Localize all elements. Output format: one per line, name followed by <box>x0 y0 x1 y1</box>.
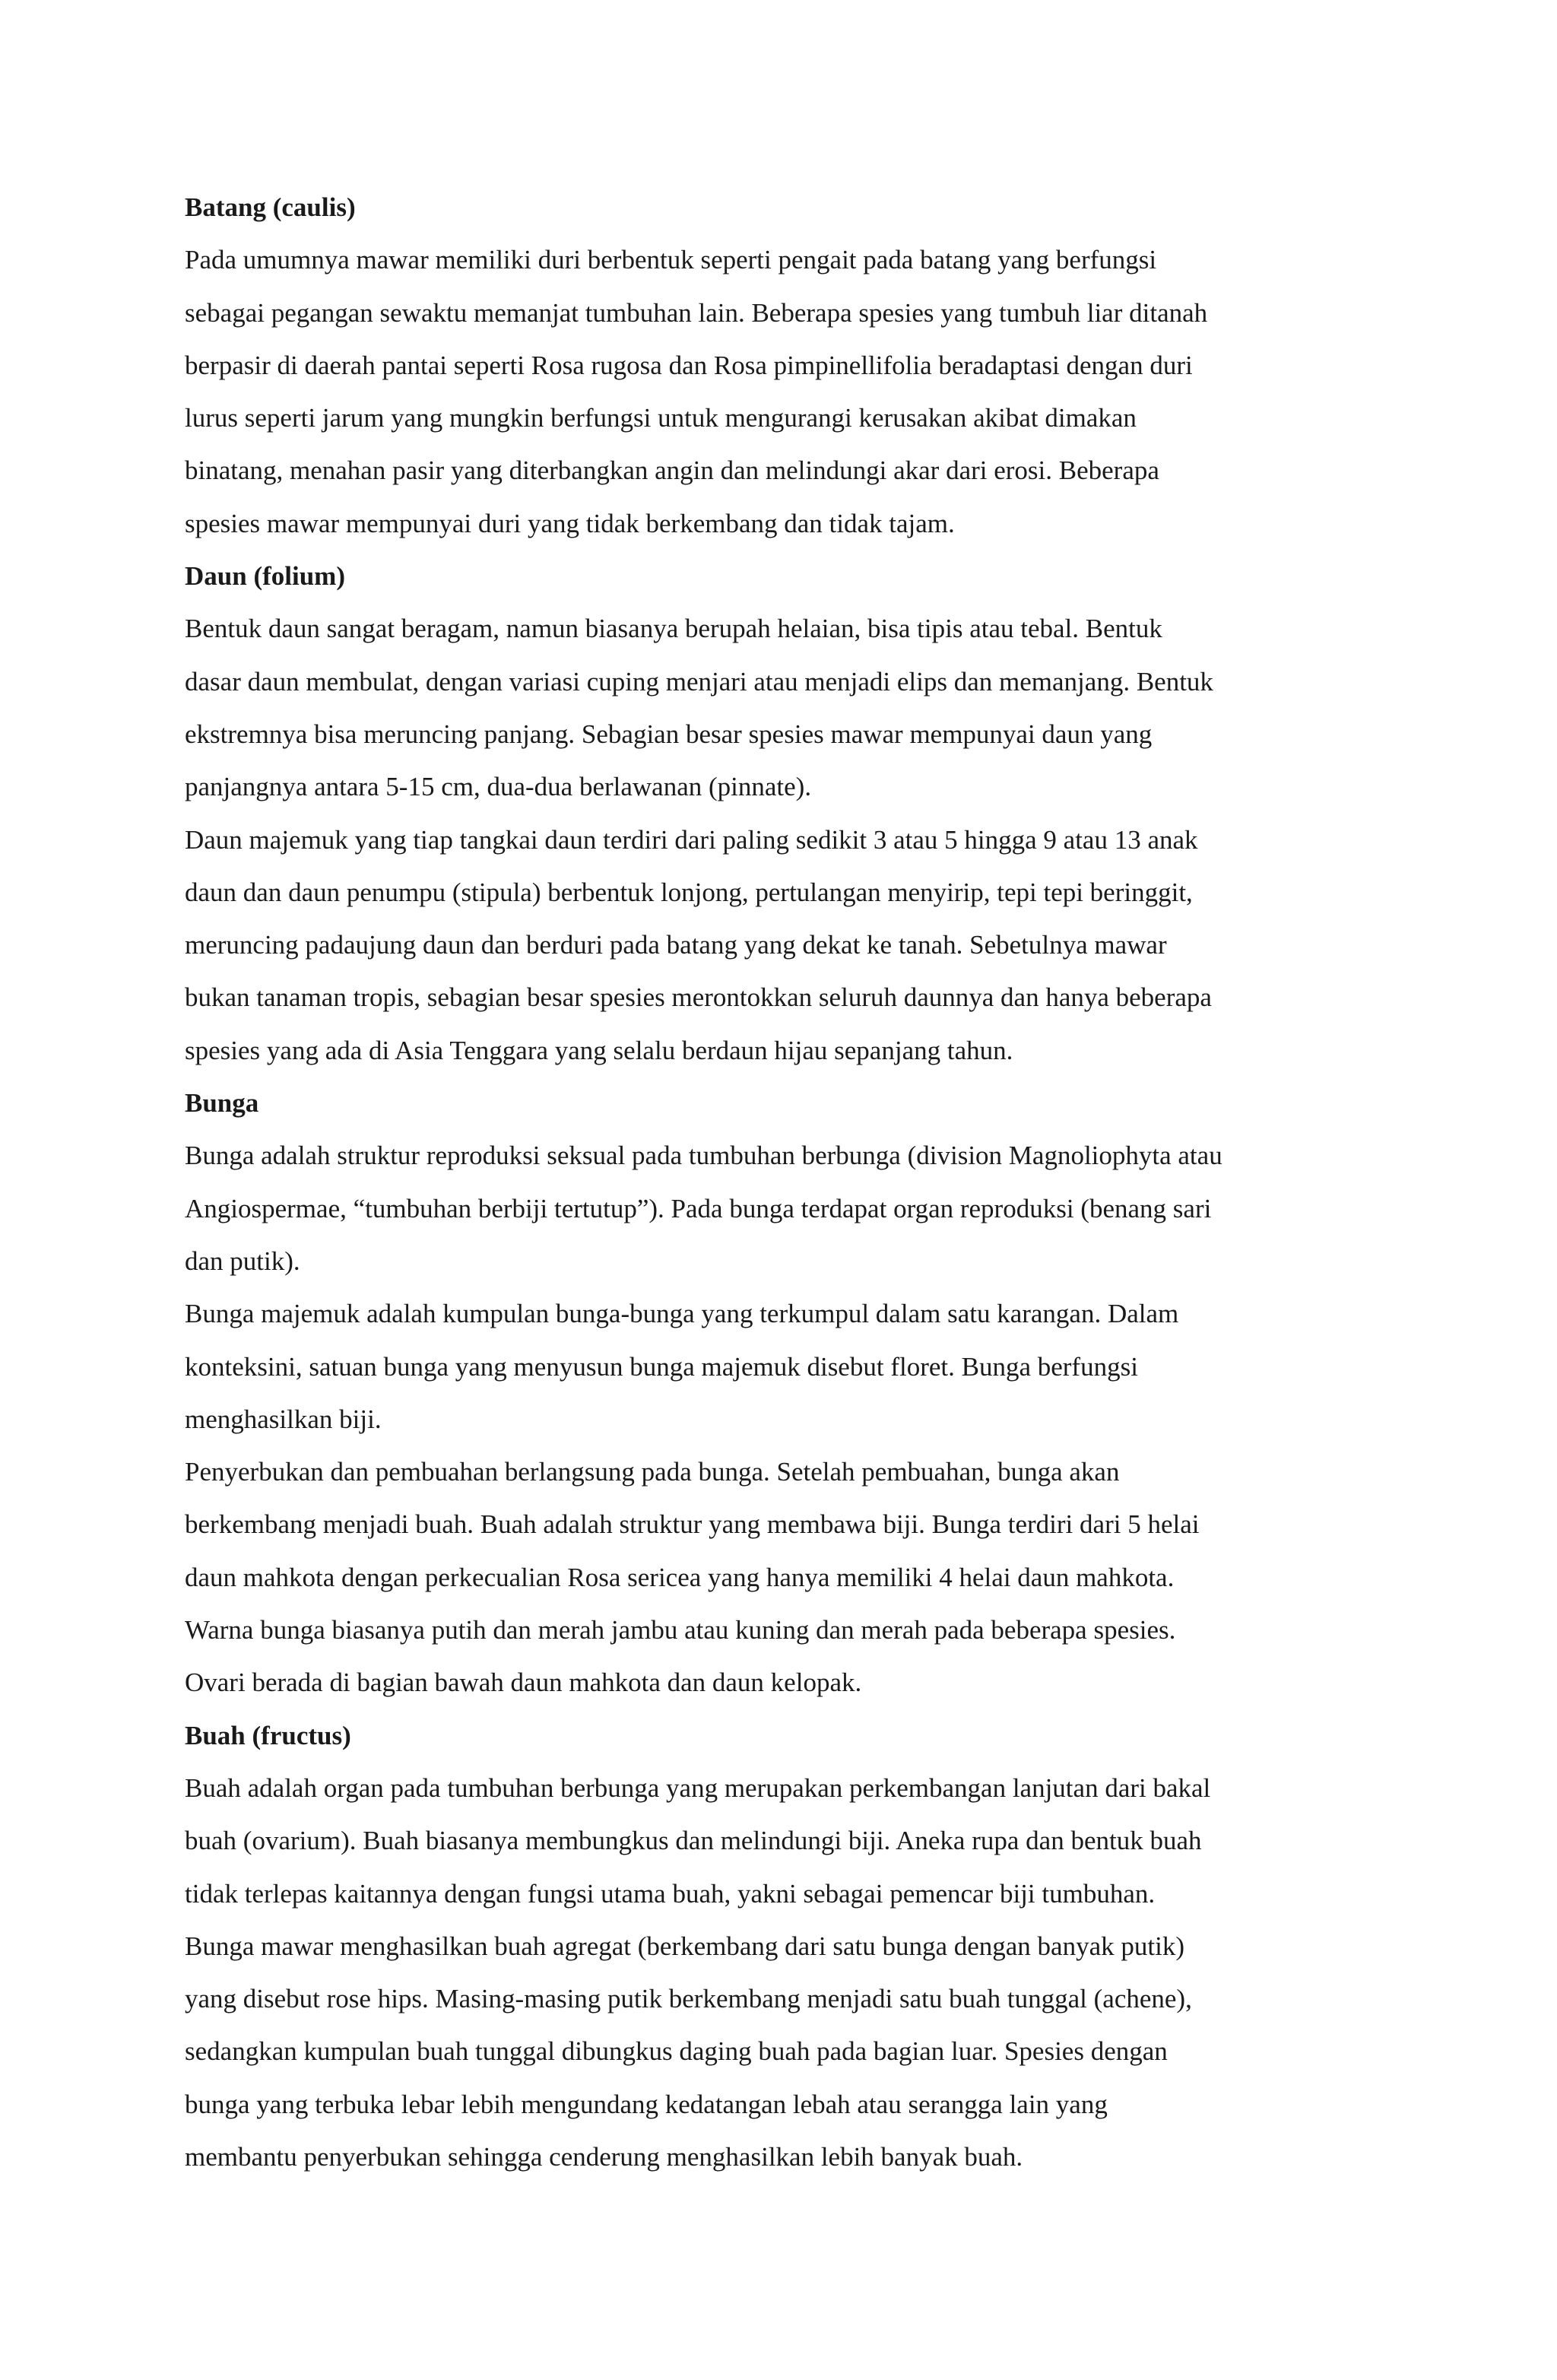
paragraph-line: berkembang menjadi buah. Buah adalah struktur yang membawa biji. Bunga terdiri dari 5 helai <box>185 1509 1200 1540</box>
paragraph-line: berpasir di daerah pantai seperti Rosa rugosa dan Rosa pimpinellifolia beradaptasi dengan duri <box>185 350 1193 380</box>
section-heading-buah: Buah (fructus) <box>185 1720 351 1750</box>
paragraph-line: binatang, menahan pasir yang diterbangkan angin dan melindungi akar dari erosi. Beberapa <box>185 455 1159 486</box>
paragraph-line: sebagai pegangan sewaktu memanjat tumbuhan lain. Beberapa spesies yang tumbuh liar ditanah <box>185 297 1208 328</box>
paragraph-line: menghasilkan biji. <box>185 1404 382 1434</box>
paragraph-line: ekstremnya bisa meruncing panjang. Sebagian besar spesies mawar mempunyai daun yang <box>185 719 1153 749</box>
paragraph-line: sedangkan kumpulan buah tunggal dibungkus daging buah pada bagian luar. Spesies dengan <box>185 2036 1168 2067</box>
paragraph-line: Bentuk daun sangat beragam, namun biasanya berupah helaian, bisa tipis atau tebal. Bentuk <box>185 614 1162 644</box>
paragraph-line: daun dan daun penumpu (stipula) berbentuk lonjong, pertulangan menyirip, tepi tepi beringgit, <box>185 877 1193 907</box>
paragraph-line: membantu penyerbukan sehingga cenderung menghasilkan lebih banyak buah. <box>185 2141 1023 2172</box>
paragraph-line: dan putik). <box>185 1246 300 1276</box>
paragraph-line: lurus seperti jarum yang mungkin berfungsi untuk mengurangi kerusakan akibat dimakan <box>185 403 1137 433</box>
paragraph-line: Pada umumnya mawar memiliki duri berbentuk seperti pengait pada batang yang berfungsi <box>185 245 1157 275</box>
paragraph-line: panjangnya antara 5-15 cm, dua-dua berlawanan (pinnate). <box>185 772 812 802</box>
paragraph-line: tidak terlepas kaitannya dengan fungsi utama buah, yakni sebagai pemencar biji tumbuhan. <box>185 1878 1156 1909</box>
paragraph-line: dasar daun membulat, dengan variasi cuping menjari atau menjadi elips dan memanjang. Bentuk <box>185 666 1213 697</box>
paragraph-line: Daun majemuk yang tiap tangkai daun terdiri dari paling sedikit 3 atau 5 hingga 9 atau 13 anak <box>185 824 1198 855</box>
paragraph-line: bukan tanaman tropis, sebagian besar spesies merontokkan seluruh daunnya dan hanya beberapa <box>185 982 1212 1013</box>
paragraph-line: spesies mawar mempunyai duri yang tidak berkembang dan tidak tajam. <box>185 508 955 538</box>
paragraph-line: buah (ovarium). Buah biasanya membungkus dan melindungi biji. Aneka rupa dan bentuk buah <box>185 1826 1202 1856</box>
section-heading-batang: Batang (caulis) <box>185 192 356 222</box>
paragraph-line: Angiospermae, “tumbuhan berbiji tertutup”). Pada bunga terdapat organ reproduksi (benang sari <box>185 1193 1212 1223</box>
paragraph-line: Warna bunga biasanya putih dan merah jambu atau kuning dan merah pada beberapa spesies. <box>185 1615 1176 1645</box>
paragraph-line: yang disebut rose hips. Masing-masing putik berkembang menjadi satu buah tunggal (achene), <box>185 1984 1192 2014</box>
section-heading-daun: Daun (folium) <box>185 561 345 592</box>
paragraph-line: meruncing padaujung daun dan berduri pada batang yang dekat ke tanah. Sebetulnya mawar <box>185 930 1167 960</box>
paragraph-line: Buah adalah organ pada tumbuhan berbunga yang merupakan perkembangan lanjutan dari bakal <box>185 1772 1211 1803</box>
paragraph-line: Bunga majemuk adalah kumpulan bunga-bunga yang terkumpul dalam satu karangan. Dalam <box>185 1299 1179 1329</box>
paragraph-line: spesies yang ada di Asia Tenggara yang selalu berdaun hijau sepanjang tahun. <box>185 1035 1013 1065</box>
paragraph-line: Bunga mawar menghasilkan buah agregat (berkembang dari satu bunga dengan banyak putik) <box>185 1931 1184 1961</box>
paragraph-line: Penyerbukan dan pembuahan berlangsung pada bunga. Setelah pembuahan, bunga akan <box>185 1457 1120 1487</box>
paragraph-line: bunga yang terbuka lebar lebih mengundang kedatangan lebah atau serangga lain yang <box>185 2089 1108 2119</box>
paragraph-line: daun mahkota dengan perkecualian Rosa sericea yang hanya memiliki 4 helai daun mahkota. <box>185 1562 1175 1592</box>
paragraph-line: Ovari berada di bagian bawah daun mahkota dan daun kelopak. <box>185 1668 862 1698</box>
paragraph-line: konteksini, satuan bunga yang menyusun bunga majemuk disebut floret. Bunga berfungsi <box>185 1351 1138 1382</box>
section-heading-bunga: Bunga <box>185 1088 259 1119</box>
document-body <box>185 181 1386 2183</box>
paragraph-line: Bunga adalah struktur reproduksi seksual pada tumbuhan berbunga (division Magnoliophyta atau <box>185 1141 1222 1171</box>
